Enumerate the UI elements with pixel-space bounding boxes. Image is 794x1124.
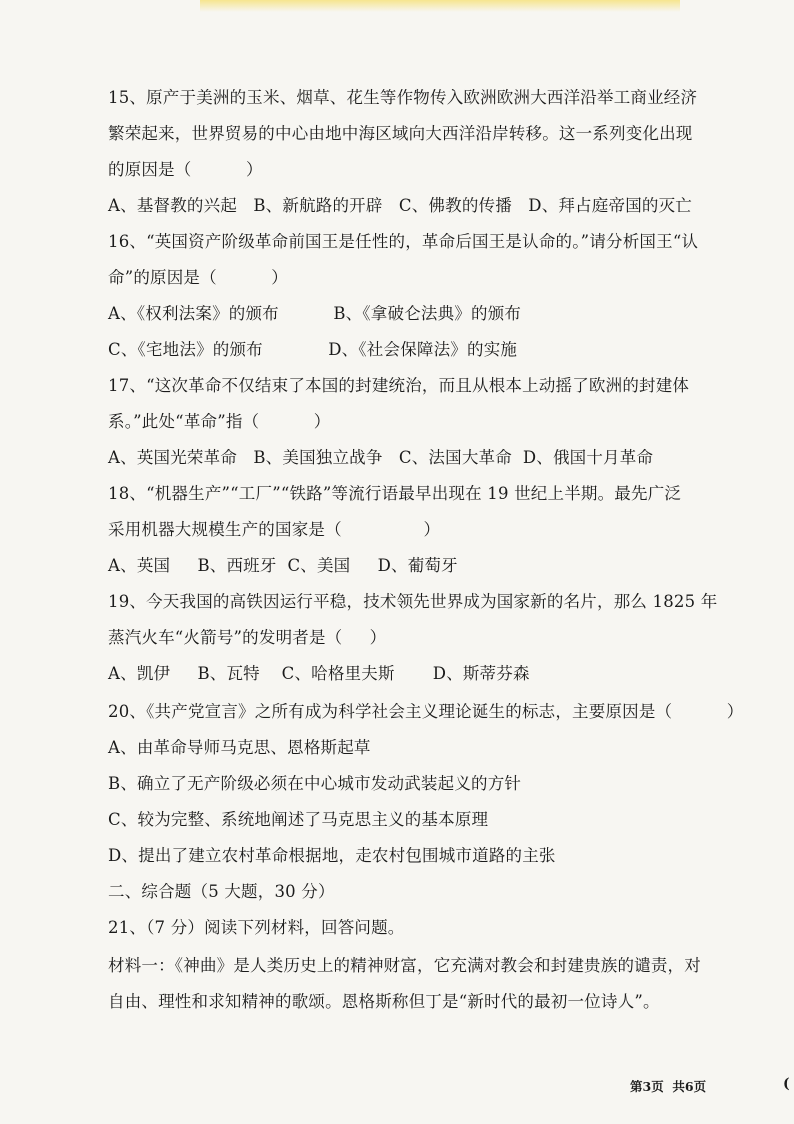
scan-artifact	[200, 0, 680, 12]
page-number: 第3页 共6页	[630, 1079, 707, 1094]
q20-line-1: 20、《共产党宣言》之所有成为科学社会主义理论诞生的标志，主要原因是（ ）	[108, 702, 744, 721]
q16-line-1: 16、“英国资产阶级革命前国王是任性的，革命后国王是认命的。”请分析国王“认	[108, 232, 699, 251]
q20-option-c: C、较为完整、系统地阐述了马克思主义的基本原理	[108, 810, 489, 829]
q16-options-ab: A、《权利法案》的颁布 B、《拿破仑法典》的颁布	[108, 304, 522, 323]
q21-heading: 21、（7 分）阅读下列材料，回答问题。	[108, 918, 405, 937]
q17-line-2: 系。”此处“革命”指（ ）	[108, 412, 331, 431]
q19-line-1: 19、今天我国的高铁因运行平稳，技术领先世界成为国家新的名片，那么 1825 年	[108, 592, 718, 611]
q20-option-a: A、由革命导师马克思、恩格斯起草	[108, 738, 371, 757]
q19-line-2: 蒸汽火车“火箭号”的发明者是（ ）	[108, 628, 387, 647]
edge-mark: (	[783, 1076, 790, 1092]
q18-line-2: 采用机器大规模生产的国家是（ ）	[108, 520, 441, 539]
q15-line-3: 的原因是（ ）	[108, 160, 263, 179]
q16-options-cd: C、《宅地法》的颁布 D、《社会保障法》的实施	[108, 340, 518, 359]
q18-options: A、英国 B、西班牙 C、美国 D、葡萄牙	[108, 556, 458, 575]
q15-line-1: 15、原产于美洲的玉米、烟草、花生等作物传入欧洲欧洲大西洋沿举工商业经济	[108, 88, 698, 107]
section-2-heading: 二、综合题（5 大题，30 分）	[108, 882, 335, 901]
q18-line-1: 18、“机器生产”“工厂”“铁路”等流行语最早出现在 19 世纪上半期。最先广泛	[108, 484, 682, 503]
q17-line-1: 17、“这次革命不仅结束了本国的封建统治，而且从根本上动摇了欧洲的封建体	[108, 376, 690, 395]
q19-options: A、凯伊 B、瓦特 C、哈格里夫斯 D、斯蒂芬森	[108, 664, 530, 683]
q17-options: A、英国光荣革命 B、美国独立战争 C、法国大革命 D、俄国十月革命	[108, 448, 654, 467]
q20-option-d: D、提出了建立农村革命根据地，走农村包围城市道路的主张	[108, 846, 556, 865]
q21-material-1-line-2: 自由、理性和求知精神的歌颂。恩格斯称但丁是“新时代的最初一位诗人”。	[108, 992, 660, 1011]
q15-options: A、基督教的兴起 B、新航路的开辟 C、佛教的传播 D、拜占庭帝国的灭亡	[108, 196, 692, 215]
q21-material-1-line-1: 材料一：《神曲》是人类历史上的精神财富，它充满对教会和封建贵族的谴责，对	[108, 956, 701, 975]
q16-line-2: 命”的原因是（ ）	[108, 268, 288, 287]
q20-option-b: B、确立了无产阶级必须在中心城市发动武装起义的方针	[108, 774, 522, 793]
q15-line-2: 繁荣起来，世界贸易的中心由地中海区域向大西洋沿岸转移。这一系列变化出现	[108, 124, 693, 143]
